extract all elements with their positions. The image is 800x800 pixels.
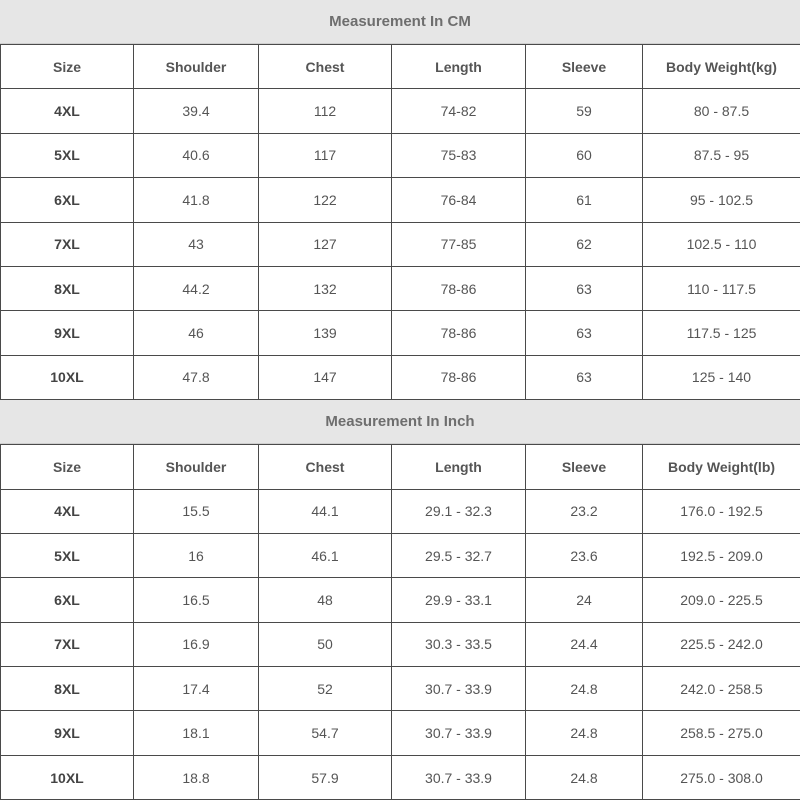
inch-value-cell: 30.7 - 33.9: [392, 667, 526, 711]
inch-value-cell: 29.5 - 32.7: [392, 533, 526, 577]
cm-table-row: [1, 89, 800, 133]
cm-table-row: [1, 178, 800, 222]
inch-value-cell: 24: [526, 578, 643, 622]
inch-header-row: [1, 445, 800, 489]
cm-value-cell: 110 - 117.5: [643, 266, 800, 310]
cm-header-row: [1, 45, 800, 89]
cm-value-cell: 95 - 102.5: [643, 178, 800, 222]
inch-table-row: [1, 578, 800, 622]
inch-size-cell: 5XL: [1, 533, 134, 577]
cm-value-cell: 77-85: [392, 222, 526, 266]
inch-table-row: [1, 489, 800, 533]
inch-value-cell: 24.4: [526, 622, 643, 666]
cm-column-header: Chest: [259, 45, 392, 89]
cm-value-cell: 62: [526, 222, 643, 266]
cm-value-cell: 76-84: [392, 178, 526, 222]
cm-value-cell: 147: [259, 355, 392, 399]
inch-value-cell: 18.8: [134, 755, 259, 799]
inch-value-cell: 57.9: [259, 755, 392, 799]
inch-column-header: Size: [1, 445, 134, 489]
inch-value-cell: 225.5 - 242.0: [643, 622, 800, 666]
inch-value-cell: 16.5: [134, 578, 259, 622]
inch-table-row: [1, 711, 800, 755]
cm-column-header: Length: [392, 45, 526, 89]
cm-value-cell: 78-86: [392, 311, 526, 355]
inch-value-cell: 23.6: [526, 533, 643, 577]
cm-value-cell: 63: [526, 355, 643, 399]
cm-size-cell: 9XL: [1, 311, 134, 355]
inch-size-cell: 4XL: [1, 489, 134, 533]
cm-value-cell: 122: [259, 178, 392, 222]
cm-value-cell: 61: [526, 178, 643, 222]
inch-value-cell: 30.7 - 33.9: [392, 755, 526, 799]
inch-value-cell: 48: [259, 578, 392, 622]
inch-section: [0, 400, 800, 800]
inch-value-cell: 24.8: [526, 755, 643, 799]
inch-size-cell: 8XL: [1, 667, 134, 711]
cm-section-title: Measurement In CM: [0, 0, 800, 44]
inch-column-header: Shoulder: [134, 445, 259, 489]
cm-size-cell: 5XL: [1, 133, 134, 177]
inch-value-cell: 24.8: [526, 667, 643, 711]
inch-table-row: [1, 755, 800, 799]
inch-size-cell: 9XL: [1, 711, 134, 755]
cm-column-header: Shoulder: [134, 45, 259, 89]
cm-value-cell: 75-83: [392, 133, 526, 177]
inch-size-cell: 7XL: [1, 622, 134, 666]
inch-size-cell: 10XL: [1, 755, 134, 799]
inch-table-row: [1, 667, 800, 711]
inch-value-cell: 209.0 - 225.5: [643, 578, 800, 622]
inch-table-row: [1, 622, 800, 666]
inch-value-cell: 52: [259, 667, 392, 711]
inch-value-cell: 29.1 - 32.3: [392, 489, 526, 533]
cm-size-cell: 10XL: [1, 355, 134, 399]
cm-table: [0, 44, 800, 400]
inch-value-cell: 30.7 - 33.9: [392, 711, 526, 755]
cm-size-cell: 7XL: [1, 222, 134, 266]
cm-column-header: Size: [1, 45, 134, 89]
inch-value-cell: 30.3 - 33.5: [392, 622, 526, 666]
cm-table-row: [1, 222, 800, 266]
cm-value-cell: 47.8: [134, 355, 259, 399]
inch-value-cell: 54.7: [259, 711, 392, 755]
cm-value-cell: 102.5 - 110: [643, 222, 800, 266]
cm-value-cell: 117.5 - 125: [643, 311, 800, 355]
cm-value-cell: 63: [526, 266, 643, 310]
inch-column-header: Length: [392, 445, 526, 489]
cm-table-row: [1, 311, 800, 355]
inch-value-cell: 258.5 - 275.0: [643, 711, 800, 755]
inch-column-header: Body Weight(lb): [643, 445, 800, 489]
cm-value-cell: 78-86: [392, 355, 526, 399]
inch-value-cell: 18.1: [134, 711, 259, 755]
inch-value-cell: 275.0 - 308.0: [643, 755, 800, 799]
inch-value-cell: 50: [259, 622, 392, 666]
cm-value-cell: 127: [259, 222, 392, 266]
cm-value-cell: 74-82: [392, 89, 526, 133]
cm-size-cell: 4XL: [1, 89, 134, 133]
cm-value-cell: 59: [526, 89, 643, 133]
cm-value-cell: 39.4: [134, 89, 259, 133]
inch-column-header: Sleeve: [526, 445, 643, 489]
cm-value-cell: 46: [134, 311, 259, 355]
inch-value-cell: 17.4: [134, 667, 259, 711]
inch-value-cell: 46.1: [259, 533, 392, 577]
inch-value-cell: 29.9 - 33.1: [392, 578, 526, 622]
cm-value-cell: 87.5 - 95: [643, 133, 800, 177]
cm-size-cell: 6XL: [1, 178, 134, 222]
inch-value-cell: 176.0 - 192.5: [643, 489, 800, 533]
cm-table-row: [1, 266, 800, 310]
cm-column-header: Sleeve: [526, 45, 643, 89]
cm-value-cell: 125 - 140: [643, 355, 800, 399]
inch-value-cell: 192.5 - 209.0: [643, 533, 800, 577]
inch-value-cell: 16.9: [134, 622, 259, 666]
cm-value-cell: 139: [259, 311, 392, 355]
cm-column-header: Body Weight(kg): [643, 45, 800, 89]
cm-table-row: [1, 355, 800, 399]
cm-value-cell: 63: [526, 311, 643, 355]
cm-value-cell: 41.8: [134, 178, 259, 222]
inch-value-cell: 16: [134, 533, 259, 577]
cm-table-row: [1, 133, 800, 177]
cm-value-cell: 44.2: [134, 266, 259, 310]
cm-value-cell: 112: [259, 89, 392, 133]
inch-value-cell: 15.5: [134, 489, 259, 533]
inch-value-cell: 44.1: [259, 489, 392, 533]
cm-value-cell: 43: [134, 222, 259, 266]
inch-column-header: Chest: [259, 445, 392, 489]
inch-section-title: Measurement In Inch: [0, 400, 800, 444]
cm-value-cell: 60: [526, 133, 643, 177]
cm-value-cell: 40.6: [134, 133, 259, 177]
cm-size-cell: 8XL: [1, 266, 134, 310]
cm-value-cell: 78-86: [392, 266, 526, 310]
inch-value-cell: 242.0 - 258.5: [643, 667, 800, 711]
inch-table-row: [1, 533, 800, 577]
cm-value-cell: 132: [259, 266, 392, 310]
inch-table: [0, 444, 800, 800]
inch-value-cell: 24.8: [526, 711, 643, 755]
inch-value-cell: 23.2: [526, 489, 643, 533]
cm-value-cell: 117: [259, 133, 392, 177]
cm-value-cell: 80 - 87.5: [643, 89, 800, 133]
inch-size-cell: 6XL: [1, 578, 134, 622]
